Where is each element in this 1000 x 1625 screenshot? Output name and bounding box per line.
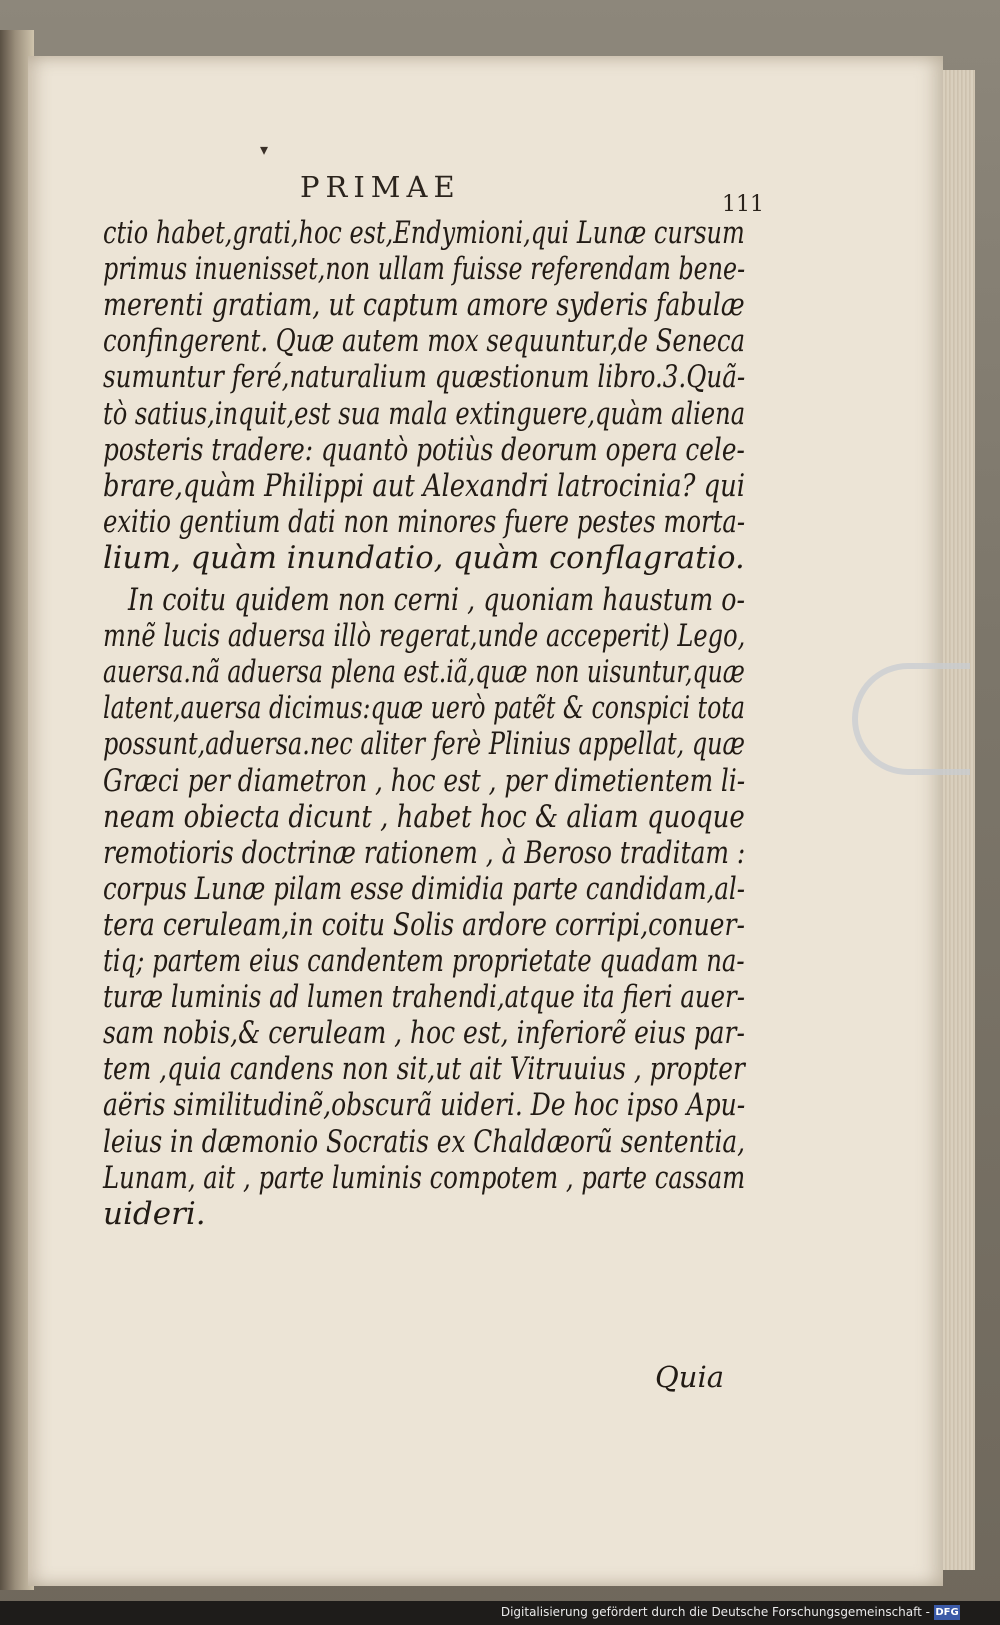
ink-mark: ▾ [260,140,269,159]
running-head: PRIMAE [300,170,461,204]
text-line: mnẽ lucis aduersa illò regerat,unde acceperit) Lego, [103,618,746,655]
text-line: possunt,aduersa.nec aliter ferè Plinius appellat, quæ [103,726,745,763]
text-line: confingerent. Quæ autem mox sequuntur,de Seneca [103,323,746,360]
page-clip [852,663,970,775]
text-line: sam nobis,& ceruleam , hoc est, inferiorẽ eius par- [103,1015,745,1052]
text-line: corpus Lunæ pilam esse dimidia parte candidam,al- [103,870,745,907]
text-line: auersa.nã aduersa plena est.iã,quæ non uisuntur,quæ [103,654,745,691]
text-line: merenti gratiam, ut captum amore syderis fabulæ [103,287,745,324]
text-line: leius in dæmonio Socratis ex Chaldæorũ sententia, [103,1123,746,1160]
page-number: 111 [722,192,764,217]
text-line: brare,quàm Philippi aut Alexandri latrocinia? qui [103,467,746,504]
text-line: primus inuenisset,non ullam fuisse referendam bene- [103,251,746,288]
text-line: remotioris doctrinæ rationem , à Beroso traditam : [103,834,746,871]
dfg-logo: DFG [935,1607,959,1618]
text-line: tem ,quia candens non sit,ut ait Vitruuius , propter [103,1051,745,1088]
text-line: Græci per diametron , hoc est , per dimetientem li- [103,762,746,799]
footer-bar [0,1601,1000,1625]
text-line: tiq; partem eius candentem proprietate quadam na- [103,943,745,979]
text-line: In coitu quidem non cerni , quoniam haustum o- [128,582,746,618]
text-line: turæ luminis ad lumen trahendi,atque ita fieri auer- [103,979,745,1016]
page-edges [943,70,975,1570]
text-line: aëris similitudinẽ,obscurã uideri. De hoc ipso Apu- [103,1087,746,1124]
text-line: neam obiecta dicunt , habet hoc & aliam quoque [103,798,745,835]
catchword: Quia [655,1360,725,1394]
text-line: posteris tradere: quantò potiùs deorum opera cele- [103,431,745,468]
text-line: Lunam, ait , parte luminis compotem , parte cassam [103,1159,746,1196]
text-line: ctio habet,grati,hoc est,Endymioni,qui Lunæ cursum [103,215,745,251]
footer-credit: Digitalisierung gefördert durch die Deutsche Forschungsgemeinschaft - [500,1605,930,1619]
text-line: lium, quàm inundatio, quàm conflagratio. [103,539,745,576]
text-line: uideri. [103,1195,206,1232]
text-line: latent,auersa dicimus:quæ uerò patẽt & conspici tota [103,690,745,727]
text-line: tera ceruleam,in coitu Solis ardore corripi,conuer- [103,906,745,943]
text-line: tò satius,inquit,est sua mala extinguere,quàm aliena [103,395,746,432]
text-line: sumuntur feré,naturalium quæstionum libro.3.Quã- [103,359,746,396]
text-line: exitio gentium dati non minores fuere pestes morta- [103,503,746,540]
